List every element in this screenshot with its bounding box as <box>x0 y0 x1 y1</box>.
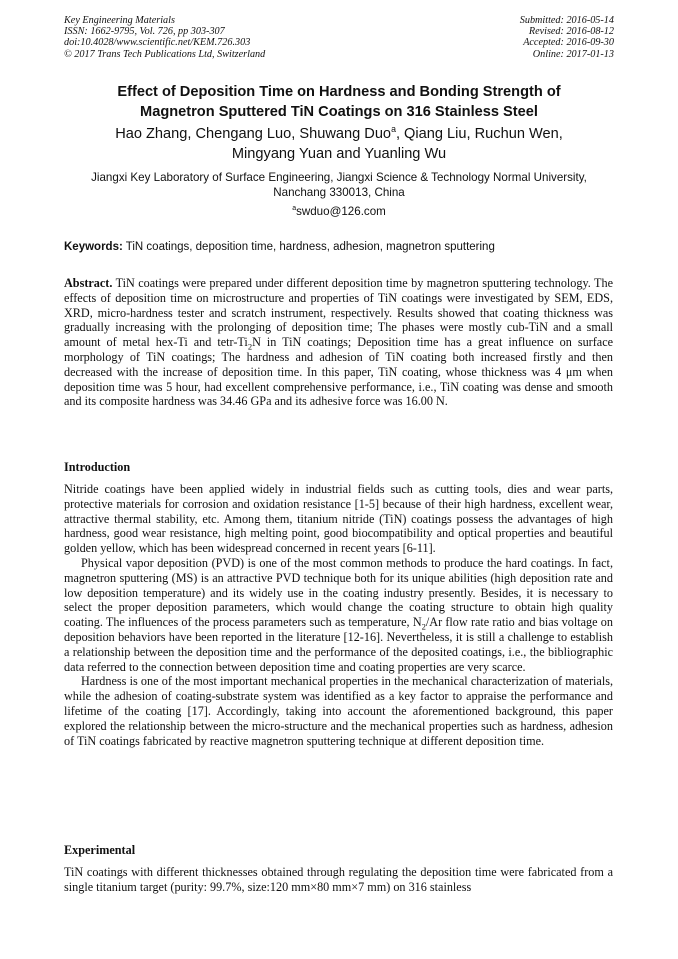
abstract-text-2: N in TiN coatings; Deposition time has a great influence on surface morphology of TiN coatings; The hardness and adhesion of TiN coating both increased firstly and then decreased with the increase of deposition time. In this paper, TiN coating, whose thickness was 4 μm when deposition time was 5 hour, had excellent comprehensive performance, i.e., TiN coating was dense and smooth and its composite hardness was 34.46 GPa and its adhesive force was 16.00 N. <box>64 335 614 409</box>
authors-part-1: Hao Zhang, Chengang Luo, Shuwang Duo <box>115 126 392 142</box>
experimental-body <box>64 865 613 895</box>
date-accepted: Accepted: 2016-09-30 <box>523 37 614 49</box>
date-revised: Revised: 2016-08-12 <box>528 26 614 38</box>
journal-name: Key Engineering Materials <box>64 15 175 26</box>
experimental-paragraph-1: TiN coatings with different thicknesses obtained through regulating the deposition time were fabricated from a single titanium target (purity: 99.7%, size:120 mm×80 mm×7 mm) on 316 stainless <box>64 865 613 894</box>
abstract-paragraph <box>64 276 613 409</box>
intro-p2-subscript: 2 <box>421 621 426 632</box>
authors-line-1 <box>40 124 638 144</box>
intro-paragraph-1: Nitride coatings have been applied widely in industrial fields such as cutting tools, dies and wear parts, protective materials for corrosion and oxidation resistance [1-5] because of their high hardness, excellent wear, attractive thermal stability, etc. Among them, titanium nitride (TiN) coatings possess the advantages of high hardness, good wear resistance, high melting point, good biocompatibility and optical properties and beautiful golden yellow, which has been widespread concerned in recent years [6-11]. <box>64 482 613 556</box>
keywords-label: Keywords: <box>64 241 123 253</box>
keywords <box>64 240 624 255</box>
title-line-1: Effect of Deposition Time on Hardness and Bonding Strength of <box>117 84 561 100</box>
experimental-heading: Experimental <box>64 843 136 857</box>
abstract <box>64 276 613 409</box>
authors-part-2: , Qiang Liu, Ruchun Wen, <box>395 126 563 142</box>
paper-title <box>40 82 638 122</box>
affiliation <box>40 170 638 200</box>
abstract-text-1: TiN coatings were prepared under different deposition time by magnetron sputtering technology. The effects of deposition time on microstructure and properties of TiN coatings were investigated by SEM, EDS, XRD, micro-hardness tester and scratch instrument, respectively. Results showed that coating thickness was gradually increasing with the prolonging of deposition time; The phases were mostly cub-TiN and a small amount of metal hex-Ti and tetr-Ti <box>64 276 613 350</box>
intro-p2-part-2: /Ar flow rate ratio and bias voltage on deposition behaviors have been reported in the literature [12-16]. Nevertheless, it is still a challenge to establish a relationship between the deposition time and the performance of the deposited coatings, i.e., the bibliographic data referred to the connection between deposition time and coating properties are very scarce. <box>64 615 613 674</box>
journal-issn: ISSN: 1662-9795, Vol. 726, pp 303-307 <box>64 26 225 38</box>
journal-doi: doi:10.4028/www.scientific.net/KEM.726.303 <box>64 37 251 49</box>
journal-copyright: © 2017 Trans Tech Publications Ltd, Switzerland <box>64 48 266 60</box>
corresponding-mark: a <box>391 124 396 135</box>
date-online: Online: 2017-01-13 <box>532 48 614 60</box>
date-submitted: Submitted: 2016-05-14 <box>519 15 614 26</box>
publication-dates <box>520 15 614 60</box>
keywords-text: TiN coatings, deposition time, hardness, adhesion, magnetron sputtering <box>122 241 495 253</box>
email-address: swduo@126.com <box>296 205 386 218</box>
intro-paragraph-2 <box>64 556 613 674</box>
abstract-subscript: 2 <box>247 341 253 352</box>
authors-line-2: Mingyang Yuan and Yuanling Wu <box>231 146 447 162</box>
introduction-body <box>64 482 613 748</box>
introduction-heading: Introduction <box>64 460 131 474</box>
author-email <box>40 204 638 219</box>
intro-paragraph-3: Hardness is one of the most important mechanical properties in the mechanical characterization of materials, while the adhesion of coating-substrate system was identified as a key factor to appraise the performance and lifetime of the coating [17]. Accordingly, taking into account the aforementioned background, this paper explored the relationship between the micro-structure and the mechanical properties such as hardness, adhesion of TiN coatings fabricated by reactive magnetron sputtering technique at different deposition time. <box>64 674 613 748</box>
author-list <box>40 124 638 164</box>
affiliation-line-2: Nanchang 330013, China <box>273 186 405 199</box>
intro-p2-part-1: Physical vapor deposition (PVD) is one of the most common methods to produce the hard coatings. In fact, magnetron sputtering (MS) is an attractive PVD technique both for its unique abilities (high deposition rate and low deposition temperature) and its widely use in the coating industry presently. Besides, it is necessary to select the proper deposition parameters, which would change the coating structure to obtain high quality coating. The influences of the process parameters such as temperature, N <box>64 555 613 630</box>
abstract-label: Abstract. <box>64 276 113 290</box>
journal-info <box>64 15 265 60</box>
title-line-2: Magnetron Sputtered TiN Coatings on 316 Stainless Steel <box>140 104 538 120</box>
email-mark: a <box>292 205 297 213</box>
affiliation-line-1: Jiangxi Key Laboratory of Surface Engineering, Jiangxi Science & Technology Normal University, <box>91 171 587 184</box>
